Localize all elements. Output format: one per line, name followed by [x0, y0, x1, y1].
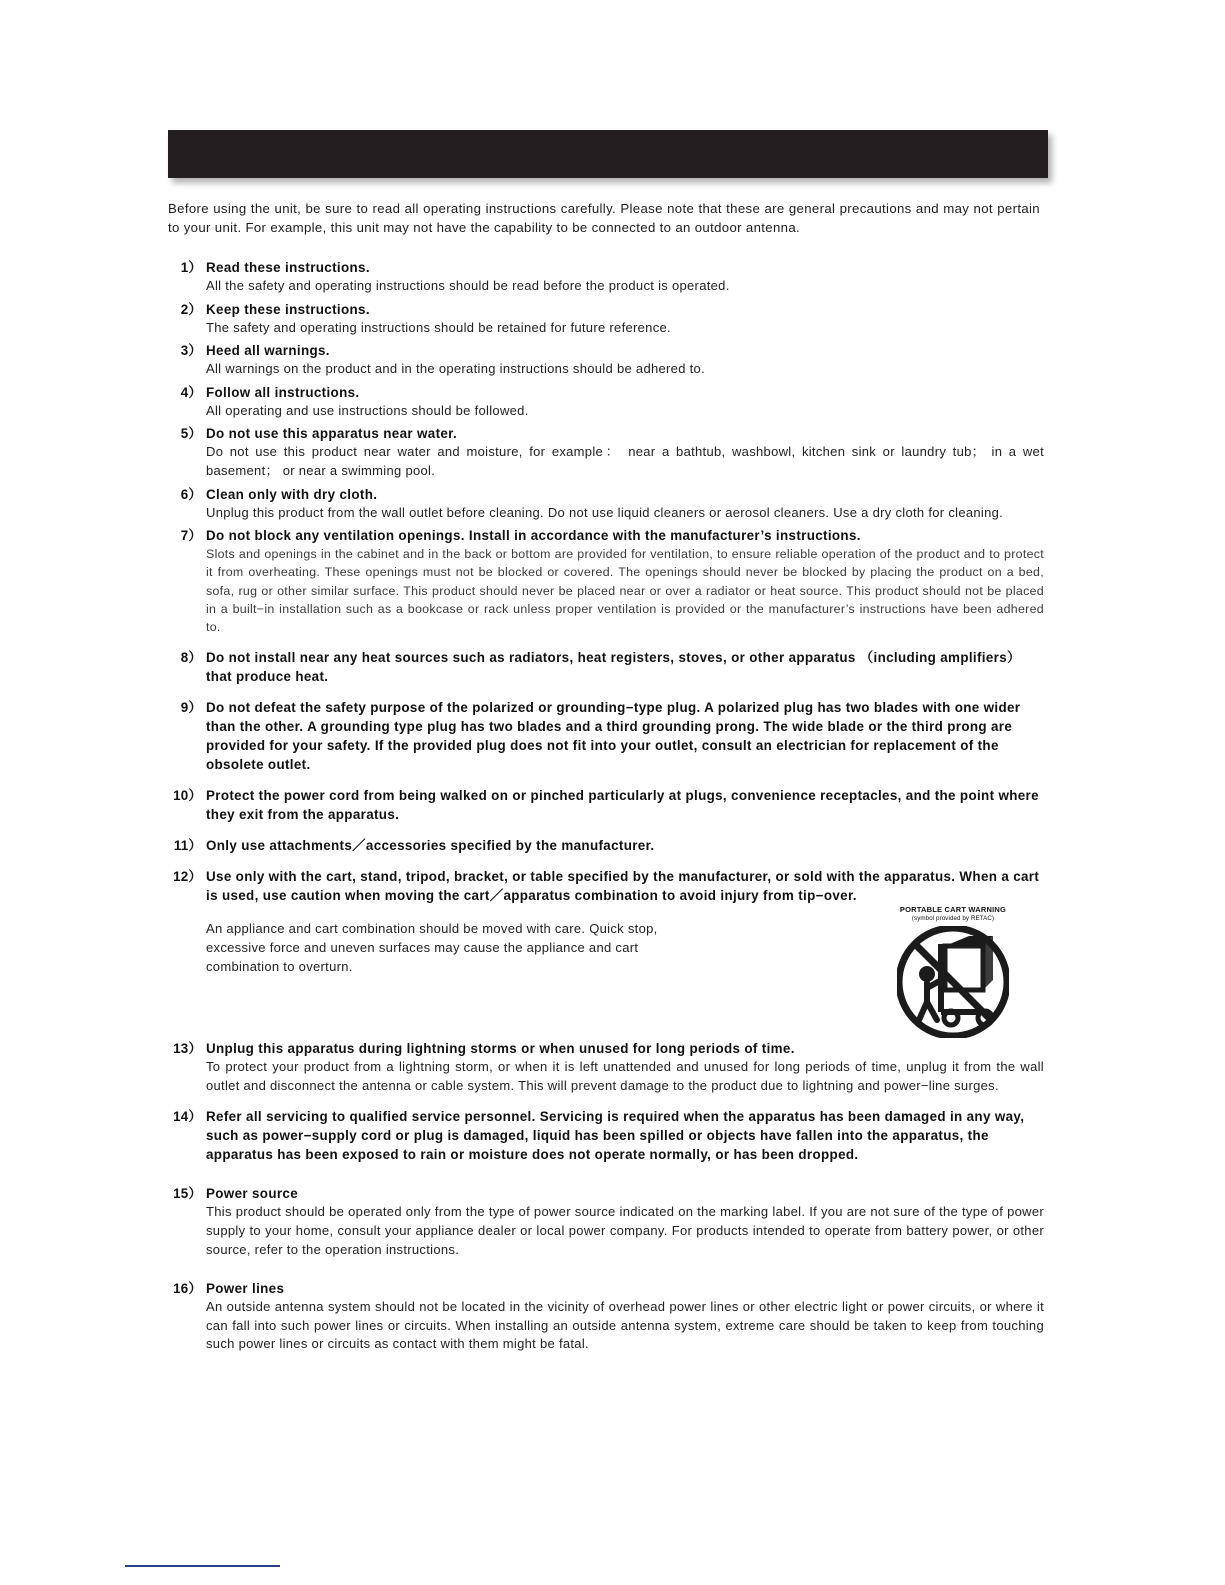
cart-warning-caption-primary: PORTABLE CART WARNING: [899, 905, 1007, 915]
list-item-title: Do not use this apparatus near water.: [206, 426, 458, 442]
list-item-body: The safety and operating instructions should be retained for future reference.: [206, 319, 671, 335]
list-item-number: 9）: [180, 700, 202, 716]
list-item-number: 1）: [180, 260, 202, 275]
list-item: [168, 485, 1048, 523]
list-item-title: Heed all warnings.: [206, 343, 330, 359]
cart-warning-caption-secondary: (symbol provided by RETAC): [911, 915, 995, 923]
list-item-title: Clean only with dry cloth.: [206, 486, 378, 502]
list-item: [168, 1039, 1048, 1095]
list-item: [168, 867, 1048, 905]
list-item-number: 8）: [180, 650, 202, 666]
list-item: [168, 1107, 1048, 1164]
list-item-body: Unplug this product from the wall outlet before cleaning. Do not use liquid cleaners or aerosol cleaners. Use a dry cloth for cleaning.: [206, 504, 1004, 520]
list-item-body: An outside antenna system should not be located in the vicinity of overhead power lines or other electric light or power circuits, or where it can fall into such power lines or circuits. When installing an outside antenna system, extreme care should be taken to keep from touching such power lines or circuits as contact with them might be fatal.: [206, 1299, 1044, 1352]
cart-warning-text: An appliance and cart combination should be moved with care. Quick stop, excessive force and uneven surfaces may cause the appliance and cart combination to overturn.: [206, 921, 658, 975]
list-item-title: Protect the power cord from being walked on or pinched particularly at plugs, convenience receptacles, and the point where they exit from the apparatus.: [206, 788, 1039, 823]
list-item: [168, 526, 1048, 636]
list-item: [168, 698, 1048, 774]
list-item-title: Do not block any ventilation openings. Install in accordance with the manufacturer’s instructions.: [206, 528, 861, 544]
list-item: [168, 786, 1048, 824]
portable-cart-warning-block: [168, 905, 1048, 1039]
list-item-body: Do not use this product near water and moisture, for example： near a bathtub, washbowl, kitchen sink or laundry tub； in a wet basement； or near a swimming pool.: [206, 444, 1044, 478]
list-item: [168, 258, 1048, 296]
list-item-title: Read these instructions.: [206, 260, 370, 275]
list-item: [168, 383, 1048, 421]
list-item: [168, 648, 1048, 686]
list-item-body: To protect your product from a lightning storm, or when it is left unattended and unused for long periods of time, unplug it from the wall outlet and disconnect the antenna or cable system. This will prevent damage to the product due to lightning and power−line surges.: [206, 1059, 1044, 1093]
list-item-number: 5）: [180, 426, 202, 442]
list-item-title: Only use attachments／accessories specified by the manufacturer.: [206, 838, 655, 854]
list-item-title: Follow all instructions.: [206, 384, 360, 400]
list-item: [168, 300, 1048, 338]
list-item-body: All operating and use instructions should be followed.: [206, 402, 529, 418]
portable-cart-warning-icon: [897, 926, 1009, 1038]
list-item: [168, 424, 1048, 480]
footer-rule: [125, 1565, 280, 1567]
list-item-number: 3）: [180, 343, 202, 359]
list-item: [168, 341, 1048, 379]
list-item-number: 13）: [173, 1041, 202, 1057]
list-item: [168, 1279, 1048, 1354]
list-item-number: 16）: [173, 1281, 202, 1297]
list-item-title: Power lines: [206, 1281, 285, 1297]
list-item-title: Do not defeat the safety purpose of the polarized or grounding−type plug. A polarized plug has two blades with one wider than the other. A grounding type plug has two blades and a third grounding prong. The wide blade or the third prong are provided for your safety. If the provided plug does not fit into your outlet, consult an electrician for replacement of the obsolete outlet.: [206, 700, 1021, 773]
safety-instructions-header-bar: [168, 130, 1048, 178]
list-item-title: Unplug this apparatus during lightning storms or when unused for long periods of time.: [206, 1041, 795, 1057]
list-item-body: Slots and openings in the cabinet and in the back or bottom are provided for ventilation, to ensure reliable operation of the product and to protect it from overheating. These openings must not be blocked or covered. The openings should never be blocked by placing the product on a bed, sofa, rug or other similar surface. This product should never be placed near or over a radiator or heat source. This product should not be placed in a built−in installation such as a bookcase or rack unless proper ventilation is provided or the manufacturer’s instructions have been adhered to.: [206, 547, 1044, 634]
list-item-title: Power source: [206, 1186, 299, 1202]
list-item-number: 10）: [173, 788, 202, 804]
list-item-number: 2）: [180, 301, 202, 317]
list-item-title: Use only with the cart, stand, tripod, bracket, or table specified by the manufacturer, or sold with the apparatus. When a cart is used, use caution when moving the cart／apparatus combination to avoid injury from tip−over.: [206, 869, 1040, 904]
list-item-number: 6）: [180, 486, 202, 502]
list-item-body: All the safety and operating instructions should be read before the product is operated.: [206, 278, 730, 293]
intro-paragraph: Before using the unit, be sure to read all operating instructions carefully. Please note that these are general precautions and may not pertain to your unit. For example, this unit may not have the capability to be connected to an outdoor antenna.: [168, 201, 1040, 235]
list-item-title: Keep these instructions.: [206, 301, 370, 317]
list-item-title: Do not install near any heat sources such as radiators, heat registers, stoves, or other apparatus （including amplifiers） that produce heat.: [206, 650, 1021, 685]
list-item-number: 12）: [173, 869, 202, 885]
list-item-number: 14）: [173, 1109, 202, 1125]
list-item-number: 7）: [180, 528, 202, 544]
list-item-body: All warnings on the product and in the operating instructions should be adhered to.: [206, 361, 705, 377]
list-item-title: Refer all servicing to qualified service personnel. Servicing is required when the apparatus has been damaged in any way, such as power−supply cord or plug is damaged, liquid has been spilled or objects have fallen into the apparatus, the apparatus has been exposed to rain or moisture does not operate normally, or has been dropped.: [206, 1109, 1025, 1163]
list-item-number: 15）: [173, 1186, 202, 1202]
cart-warning-symbol: [858, 905, 1048, 1038]
list-item-body: This product should be operated only from the type of power source indicated on the marking label. If you are not sure of the type of power supply to your home, consult your appliance dealer or local power company. For products intended to operate from battery power, or other source, refer to the operation instructions.: [206, 1204, 1044, 1257]
list-item-number: 4）: [180, 384, 202, 400]
list-item: [168, 836, 1048, 855]
safety-instructions-list: [168, 258, 1048, 1358]
list-item: [168, 1184, 1048, 1259]
list-item-number: 11）: [173, 838, 202, 854]
